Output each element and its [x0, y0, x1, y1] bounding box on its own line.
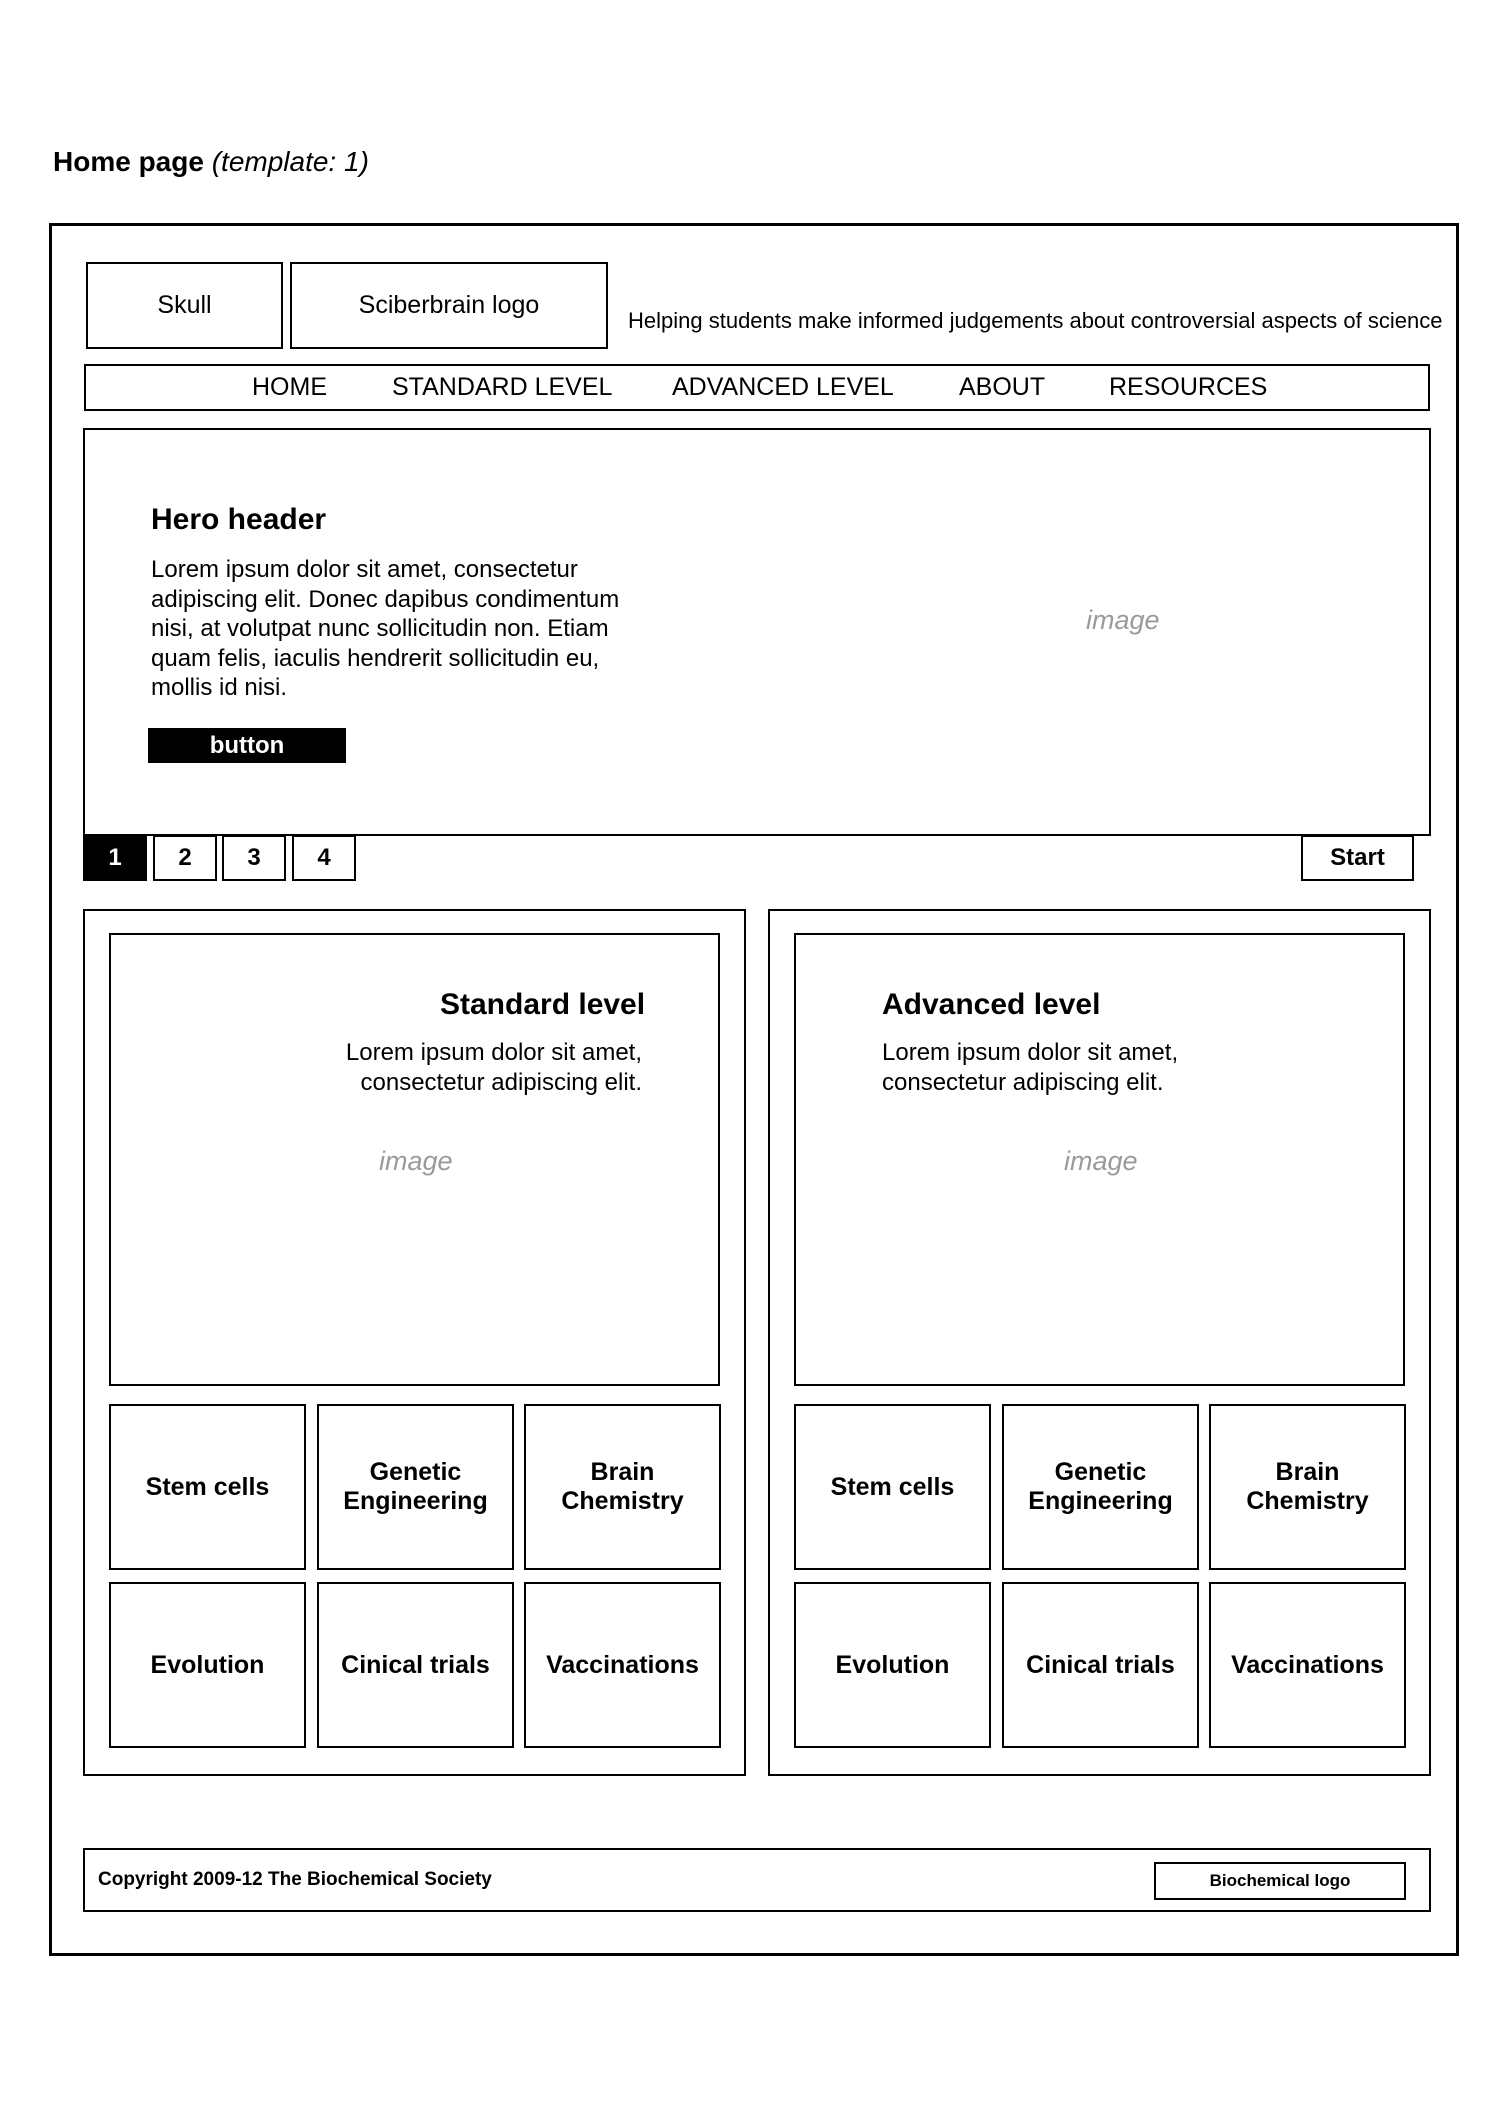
- hero-button[interactable]: button: [148, 728, 346, 763]
- tagline: Helping students make informed judgements about controversial aspects of science: [628, 308, 1443, 333]
- standard-topic-vaccinations[interactable]: Vaccinations: [524, 1582, 721, 1748]
- skull-label: Skull: [157, 291, 212, 319]
- site-logo[interactable]: [290, 262, 608, 349]
- nav-item-resources[interactable]: RESOURCES: [1109, 373, 1268, 401]
- biochemical-logo[interactable]: Biochemical logo: [1154, 1862, 1406, 1900]
- standard-topic-clinical-trials[interactable]: Cinical trials: [317, 1582, 514, 1748]
- hero-title: Hero header: [151, 503, 327, 536]
- standard-level-image-placeholder: image: [379, 1146, 453, 1176]
- copyright-text: Copyright 2009-12 The Biochemical Society: [98, 1869, 492, 1890]
- standard-level-text: [342, 1038, 642, 1097]
- page-title: [53, 146, 369, 178]
- advanced-topic-genetic-engineering[interactable]: Genetic Engineering: [1002, 1404, 1199, 1570]
- slider-page-4[interactable]: 4: [292, 835, 356, 881]
- advanced-topic-brain-chemistry[interactable]: Brain Chemistry: [1209, 1404, 1406, 1570]
- page-title-text: Home page: [53, 146, 204, 177]
- hero-text: Lorem ipsum dolor sit amet, consectetur adipiscing elit. Donec dapibus condimentum nisi, at volutpat nunc sollicitudin non. Etiam quam felis, iaculis hendrerit sollicitudin eu, mollis id nisi.: [151, 556, 620, 701]
- hero-image-placeholder: image: [1086, 605, 1160, 635]
- advanced-topic-stem-cells[interactable]: Stem cells: [794, 1404, 991, 1570]
- template-note: (template: 1): [211, 146, 369, 177]
- standard-level-text-line: consectetur adipiscing elit.: [360, 1068, 642, 1096]
- nav-item-home[interactable]: HOME: [252, 373, 327, 401]
- standard-level-title: Standard level: [440, 988, 646, 1021]
- slider-page-1[interactable]: 1: [83, 835, 147, 881]
- start-button[interactable]: Start: [1301, 835, 1414, 881]
- skull-placeholder[interactable]: [86, 262, 283, 349]
- slider-page-2[interactable]: 2: [153, 835, 217, 881]
- site-logo-label: Sciberbrain logo: [358, 291, 540, 319]
- nav-item-about[interactable]: ABOUT: [959, 373, 1046, 401]
- advanced-topic-evolution[interactable]: Evolution: [794, 1582, 991, 1748]
- advanced-topic-vaccinations[interactable]: Vaccinations: [1209, 1582, 1406, 1748]
- standard-topic-genetic-engineering[interactable]: Genetic Engineering: [317, 1404, 514, 1570]
- advanced-level-title: Advanced level: [882, 988, 1101, 1021]
- nav-item-advanced-level[interactable]: ADVANCED LEVEL: [672, 373, 894, 401]
- advanced-level-text: [882, 1038, 1202, 1097]
- advanced-level-text-line: Lorem ipsum dolor sit amet,: [882, 1039, 1179, 1066]
- standard-topic-stem-cells[interactable]: Stem cells: [109, 1404, 306, 1570]
- standard-topic-evolution[interactable]: Evolution: [109, 1582, 306, 1748]
- advanced-topic-clinical-trials[interactable]: Cinical trials: [1002, 1582, 1199, 1748]
- nav-item-standard-level[interactable]: STANDARD LEVEL: [392, 373, 613, 401]
- standard-level-text-line: Lorem ipsum dolor sit amet,: [345, 1039, 642, 1066]
- standard-topic-brain-chemistry[interactable]: Brain Chemistry: [524, 1404, 721, 1570]
- advanced-level-text-line: consectetur adipiscing elit.: [882, 1068, 1164, 1096]
- slider-page-3[interactable]: 3: [222, 835, 286, 881]
- advanced-level-image-placeholder: image: [1064, 1146, 1138, 1176]
